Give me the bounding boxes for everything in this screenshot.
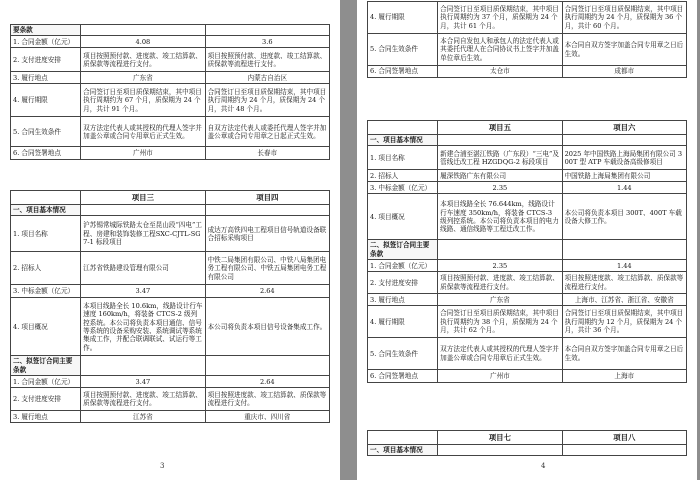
cell-value: 本公司将负责本项目信号设备集成工作。 — [205, 298, 329, 356]
row-label: 6. 合同签署地点 — [11, 147, 81, 160]
document-page-right — [357, 0, 697, 480]
cell-value: 项目按照预付款、进度款、竣工结算款、质保款等流程进行支付。 — [438, 272, 562, 294]
table-row — [11, 285, 330, 298]
cell-value: 本项目线路全长 10.6km，线路设计行车速度 160km/h，将装备 CTCS-2 级列控系统。本公司将负责本项目通信、信号等系统的设备采购安装、系统调试等系统集成工作，并配合联调联试、试运行等工作。 — [81, 298, 205, 356]
row-label: 1. 合同金额（亿元） — [368, 260, 438, 272]
cell-value: 3.6 — [205, 36, 329, 48]
section-title: 一、项目基本情况 — [368, 135, 438, 146]
document-page-left — [0, 0, 340, 480]
cell-value: 广州市 — [438, 370, 562, 383]
header-blank-cell — [11, 191, 81, 205]
row-label: 2. 支付进度安排 — [11, 388, 81, 411]
section-empty-cell — [562, 240, 686, 260]
row-label: 4. 项目概况 — [368, 194, 438, 240]
table-row — [368, 370, 687, 383]
cell-value: 内蒙古自治区 — [205, 72, 329, 84]
table-row — [368, 194, 687, 240]
table-row — [368, 2, 687, 34]
cell-value: 项目按照预付款、进度款、竣工结算款、质保款等流程进行支付。 — [81, 48, 205, 72]
row-label: 4. 履行期限 — [368, 306, 438, 338]
section-empty-cell — [562, 445, 686, 456]
cell-value: 合同签订日至项目质保期结束，其中项目执行周期约为 67 个月，质保期为 24 个月，共计 91 个月。 — [81, 84, 205, 117]
row-label: 4. 项目概况 — [11, 298, 81, 356]
row-label: 3. 履行地点 — [368, 294, 438, 306]
cell-value: 项目按照进度款、竣工结算款、质保款等流程进行支付。 — [205, 388, 329, 411]
cell-value: 中国铁路上海局集团有限公司 — [562, 170, 686, 182]
section-title: 一、项目基本情况 — [11, 205, 81, 216]
row-label: 5. 合同生效条件 — [11, 117, 81, 147]
row-label: 3. 履行地点 — [11, 72, 81, 84]
cell-value: 合同签订日至项目质保期结束，其中项目执行周期约为 38 个月，质保期为 24 个月，共计 62 个月。 — [438, 306, 562, 338]
row-label: 1. 项目名称 — [11, 216, 81, 252]
cell-value: 广州市 — [81, 147, 205, 160]
section-row — [11, 205, 330, 216]
contract-table-projects-5-6 — [367, 120, 687, 383]
table-row — [11, 117, 330, 147]
table-header-row — [368, 431, 687, 445]
table-row — [11, 216, 330, 252]
cell-value: 本合同自发包人和承包人的法定代表人或其委托代理人在合同协议书上签字并加盖单位章后生效。 — [438, 34, 562, 66]
section-row — [368, 240, 687, 260]
cell-value: 成达万高铁四电工程项目信号轨道设备联合招标采购项目 — [205, 216, 329, 252]
table-row — [368, 294, 687, 306]
table-row — [11, 84, 330, 117]
cell-value: 沪苏锡常城际铁路太仓至昆山段“四电”工程、房建和装饰装修工程SXC-CJTL-SG7-1 标段项目 — [81, 216, 205, 252]
table-row — [11, 36, 330, 48]
column-header: 项目四 — [205, 191, 329, 205]
table-row — [11, 376, 330, 388]
page-number: 3 — [160, 462, 165, 470]
section-empty-cell — [81, 356, 205, 376]
section-empty-cell — [205, 356, 329, 376]
section-empty-cell — [205, 205, 329, 216]
cell-value: 太仓市 — [438, 66, 562, 78]
cell-value: 本合同自双方签字加盖合同专用章之日后生效。 — [562, 34, 686, 66]
cell-value: 2.64 — [205, 376, 329, 388]
table-row — [11, 72, 330, 84]
section-empty-cell — [438, 240, 562, 260]
cell-value: 双方法定代表人或其授权的代理人签字并加盖公章或合同专用章后正式生效。 — [438, 338, 562, 370]
section-row — [368, 445, 687, 456]
table-header-row — [368, 121, 687, 135]
row-label: 4. 履行期限 — [11, 84, 81, 117]
section-title: 二、拟签订合同主要条款 — [11, 356, 81, 376]
cell-value: 1.44 — [562, 182, 686, 194]
column-header: 项目七 — [438, 431, 562, 445]
cell-value: 3.47 — [81, 376, 205, 388]
cell-value: 项目按照预付款、进度款、竣工结算款、质保款等流程进行支付。 — [205, 48, 329, 72]
row-label: 2. 支付进度安排 — [368, 272, 438, 294]
cell-value: 长春市 — [205, 147, 329, 160]
cell-value: 4.08 — [81, 36, 205, 48]
cell-value: 合同签订日至项目质保期结束，其中项目执行周期约为 24 个月，质保期为 24 个月，共计 48 个月。 — [205, 84, 329, 117]
cell-value: 中铁二局集团有限公司、中铁八局集团电务工程有限公司、中铁五局集团电务工程有限公司 — [205, 252, 329, 285]
cell-value: 双方法定代表人或其授权的代理人签字并加盖公章或合同专用章后正式生效。 — [81, 117, 205, 147]
contract-table-projects-3-4-cont — [367, 1, 687, 78]
section-empty-cell — [438, 135, 562, 146]
contract-table-projects-1-2 — [10, 24, 330, 160]
section-empty-cell — [438, 445, 562, 456]
column-header: 项目六 — [562, 121, 686, 135]
table-row — [11, 48, 330, 72]
contract-table-projects-3-4 — [10, 190, 330, 423]
contract-table-projects-7-8 — [367, 430, 687, 456]
cell-value: 合同签订日至项目质保期结束，其中项目执行周期约为 37 个月，质保期为 24 个月，共计 61 个月。 — [438, 2, 562, 34]
cell-value: 2025 年中国铁路上海局集团有限公司 300T 型 ATP 车载设备高级修项目 — [562, 146, 686, 170]
section-title: 一、项目基本情况 — [368, 445, 438, 456]
section-empty-cell — [81, 25, 205, 36]
table-row — [368, 260, 687, 272]
cell-value: 江苏省铁路建设管理有限公司 — [81, 252, 205, 285]
table-row — [11, 252, 330, 285]
cell-value: 重庆市、四川省 — [205, 411, 329, 423]
table-row — [11, 298, 330, 356]
cell-value: 广东省 — [438, 294, 562, 306]
page-gutter — [340, 0, 357, 480]
cell-value: 2.64 — [205, 285, 329, 298]
cell-value: 本公司将负责本项目 300T、400T 车载设备大修工作。 — [562, 194, 686, 240]
row-label: 5. 合同生效条件 — [368, 34, 438, 66]
cell-value: 自双方法定代表人或委托代理人签字并加盖公章或合同专用章之日起正式生效。 — [205, 117, 329, 147]
cell-value: 本项目线路全长 76.644km，线路设计行车速度 350km/h，将装备 CTCS-3 级列控系统。本公司将负责本项目的电力线路、通信线路等工程迁改工作。 — [438, 194, 562, 240]
cell-value: 广东省 — [81, 72, 205, 84]
cell-value: 江苏省 — [81, 411, 205, 423]
header-blank-cell — [368, 431, 438, 445]
row-label: 4. 履行期限 — [368, 2, 438, 34]
table-row — [368, 146, 687, 170]
cell-value: 新建合浦至湛江铁路（广东段）“三电”及管线迁改工程 HZGDQG-2 标段项目 — [438, 146, 562, 170]
table-row — [368, 272, 687, 294]
cell-value: 2.35 — [438, 182, 562, 194]
row-label: 3. 履行地点 — [11, 411, 81, 423]
cell-value: 合同签订日至项目质保期结束，其中项目执行周期约为 12 个月，质保期为 24 个月，共计 36 个月。 — [562, 306, 686, 338]
row-label: 5. 合同生效条件 — [368, 338, 438, 370]
cell-value: 合同签订日至项目质保期结束，其中项目执行周期约为 24 个月，质保期为 36 个月，共计 60 个月。 — [562, 2, 686, 34]
table-row — [368, 170, 687, 182]
section-row — [368, 135, 687, 146]
table-row — [368, 338, 687, 370]
table-row — [368, 34, 687, 66]
table-row — [368, 306, 687, 338]
cell-value: 上海市、江苏省、浙江省、安徽省 — [562, 294, 686, 306]
section-empty-cell — [81, 205, 205, 216]
row-label: 1. 项目名称 — [368, 146, 438, 170]
column-header: 项目五 — [438, 121, 562, 135]
cell-value: 上海市 — [562, 370, 686, 383]
row-label: 1. 合同金额（亿元） — [11, 376, 81, 388]
cell-value: 项目按照进度款、竣工结算款、质保款等流程进行支付。 — [562, 272, 686, 294]
section-empty-cell — [205, 25, 329, 36]
cell-value: 项目按照预付款、进度款、竣工结算款、质保款等流程进行支付。 — [81, 388, 205, 411]
section-title: 要条款 — [11, 25, 81, 36]
table-row — [368, 182, 687, 194]
section-title: 二、拟签订合同主要条款 — [368, 240, 438, 260]
table-row — [368, 66, 687, 78]
cell-value: 履深铁路广东有限公司 — [438, 170, 562, 182]
row-label: 6. 合同签署地点 — [368, 370, 438, 383]
section-empty-cell — [562, 135, 686, 146]
header-blank-cell — [368, 121, 438, 135]
table-row — [11, 411, 330, 423]
section-row — [11, 25, 330, 36]
table-row — [11, 147, 330, 160]
column-header: 项目三 — [81, 191, 205, 205]
cell-value: 2.35 — [438, 260, 562, 272]
row-label: 6. 合同签署地点 — [368, 66, 438, 78]
row-label: 3. 中标金额（亿元） — [11, 285, 81, 298]
table-row — [11, 388, 330, 411]
row-label: 3. 中标金额（亿元） — [368, 182, 438, 194]
section-row — [11, 356, 330, 376]
column-header: 项目八 — [562, 431, 686, 445]
table-header-row — [11, 191, 330, 205]
cell-value: 成都市 — [562, 66, 686, 78]
page-number: 4 — [541, 462, 546, 470]
row-label: 1. 合同金额（亿元） — [11, 36, 81, 48]
row-label: 2. 招标人 — [368, 170, 438, 182]
row-label: 2. 支付进度安排 — [11, 48, 81, 72]
cell-value: 3.47 — [81, 285, 205, 298]
cell-value: 本合同自双方签字加盖合同专用章之日后生效。 — [562, 338, 686, 370]
row-label: 2. 招标人 — [11, 252, 81, 285]
cell-value: 1.44 — [562, 260, 686, 272]
